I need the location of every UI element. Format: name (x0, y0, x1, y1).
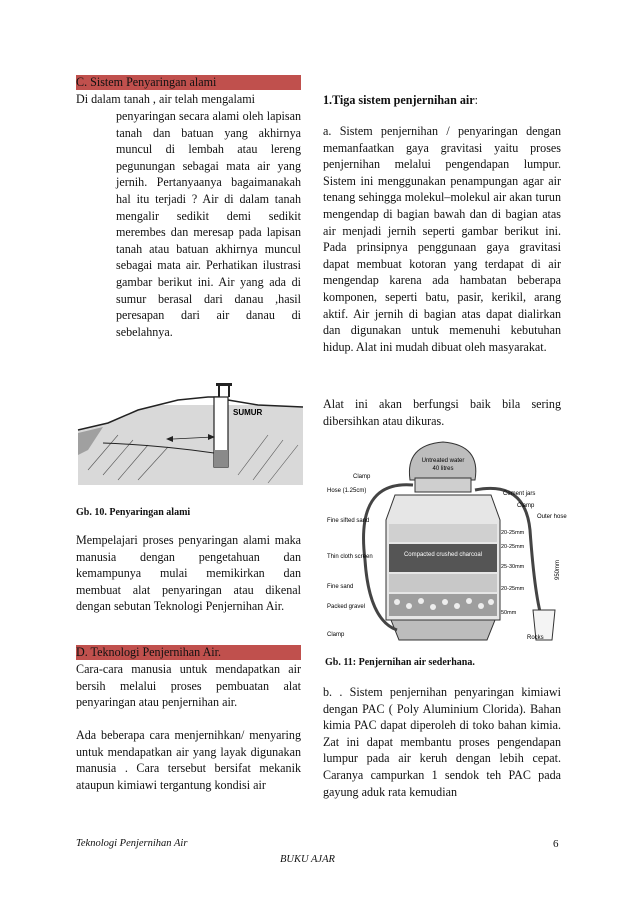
figure-10-caption: Gb. 10. Penyaringan alami (76, 507, 191, 518)
untreated-volume-label: 40 litres (432, 466, 454, 472)
paragraph-b: b. . Sistem penjernihan penyaringan kimiawi dengan PAC ( Poly Aluminium Clorida). Bahan kimia PAC dapat diperoleh di toko bahan kimia. Zat ini dapat membantu proses pengendapan lumpur pada air keruh dengan lebih cepat. Caranya campurkan 1 sendok teh PAC pada gayung aduk rata kemudian (323, 685, 561, 799)
compacted-label: Compacted crushed charcoal (403, 552, 483, 558)
clamp-right-label: Clamp (517, 503, 535, 509)
height-label: 950mm (555, 559, 561, 580)
thin-cloth-label: Thin cloth screen (327, 554, 373, 560)
section-c-body: penyaringan secara alami oleh lapisan tanah dan batuan yang akhirnya muncul di lembah atau lereng pegunungan sebagai mata air yang jernih. Pertanyaanya bagaimanakah hal itu terjadi ? Air di dalam tanah mengalir sedikit demi sedikit merembes dan meresap pada lapisan tanah atau batuan akhirnya muncul sebagai mata air. Perhatikan ilustrasi gambar berikut ini. Air yang ada di sumur berasal dari danau ,hasil peresapan dari air danau di sebelahnya. (116, 109, 301, 339)
hose-label: Hose (1.25cm) (327, 488, 367, 494)
right-title (323, 93, 478, 108)
packed-gravel-label: Packed gravel (327, 604, 366, 610)
footer-page-number: 6 (553, 838, 559, 850)
untreated-water-label: Untreated water (421, 458, 465, 464)
paragraph-a-2: Alat ini akan berfungsi baik bila sering dibersihkan atau dikuras. (323, 397, 561, 428)
rocks-label: Rocks (527, 635, 544, 641)
footer-center: BUKU AJAR (280, 854, 335, 865)
right-title-suffix: : (474, 93, 479, 107)
cement-jars-label: Cement jars (503, 491, 536, 497)
figure-natural-filtration (78, 375, 303, 485)
dim-3-label: 25-30mm (501, 564, 525, 570)
clamp-bottom-label: Clamp (327, 632, 345, 638)
dim-2-label: 20-25mm (501, 544, 525, 550)
figure-water-filter (325, 440, 567, 650)
outer-hose-label: Outer hose (537, 514, 567, 520)
section-c-first-line: Di dalam tanah , air telah mengalami (76, 92, 255, 106)
fine-sifted-sand-label: Fine sifted sand (327, 518, 370, 524)
footer-left: Teknologi Penjernihan Air (76, 838, 188, 849)
sumur-label: SUMUR (233, 408, 263, 417)
clamp-top-label: Clamp (353, 474, 371, 480)
right-title-text: 1.Tiga sistem penjernihan air (323, 93, 475, 107)
dim-4-label: 20-25mm (501, 586, 525, 592)
dim-5-label: 50mm (501, 610, 517, 616)
dim-1-label: 20-25mm (501, 530, 525, 536)
section-d-title: D. Teknologi Penjernihan Air. (76, 645, 301, 660)
paragraph-filtration-learning: Mempelajari proses penyaringan alami maka manusia dengan pengetahuan dan kemampunya mulai memikirkan dan membuat alat penyaringan atau dikenal dengan sebutan Teknologi Penjernihan Air. (76, 533, 301, 614)
paragraph-a: a. Sistem penjernihan / penyaringan dengan memanfaatkan gaya gravitasi yaitu proses penjernihan melalui pengendapan lumpur. Sistem ini menggunakan penampungan agar air tenang sehingga molekul–molekul air akan turun mengendap di bagian bawah dan di bagian atas air menjadi jernih seperti gambar berikut ini. Pada prinsipnya penggunaan gaya gravitasi dapat membuat kotoran yang terdapat di air mengendap karena ada hambatan beberapa komponen, seperti batu, pasir, kerikil, arang aktif. Air jernih di bagian atas dapat dialirkan dan digunakan untuk memenuhi kebutuhan hidup. Alat ini mudah dibuat oleh masyarakat. (323, 124, 561, 354)
fine-sand-label: Fine sand (327, 584, 354, 590)
figure-11-caption: Gb. 11: Penjernihan air sederhana. (325, 657, 475, 668)
section-d-body-2: Ada beberapa cara menjernihkan/ menyaring untuk mendapatkan air yang layak digunakan manusia . Cara tersebut bersifat mekanik ataupun kimiawi tergantung kondisi air (76, 728, 301, 792)
section-c-title: C. Sistem Penyaringan alami (76, 75, 301, 90)
section-d-body-1: Cara-cara manusia untuk mendapatkan air bersih melalui proses pembuatan alat penyaringan atau penjernihan air. (76, 662, 301, 710)
